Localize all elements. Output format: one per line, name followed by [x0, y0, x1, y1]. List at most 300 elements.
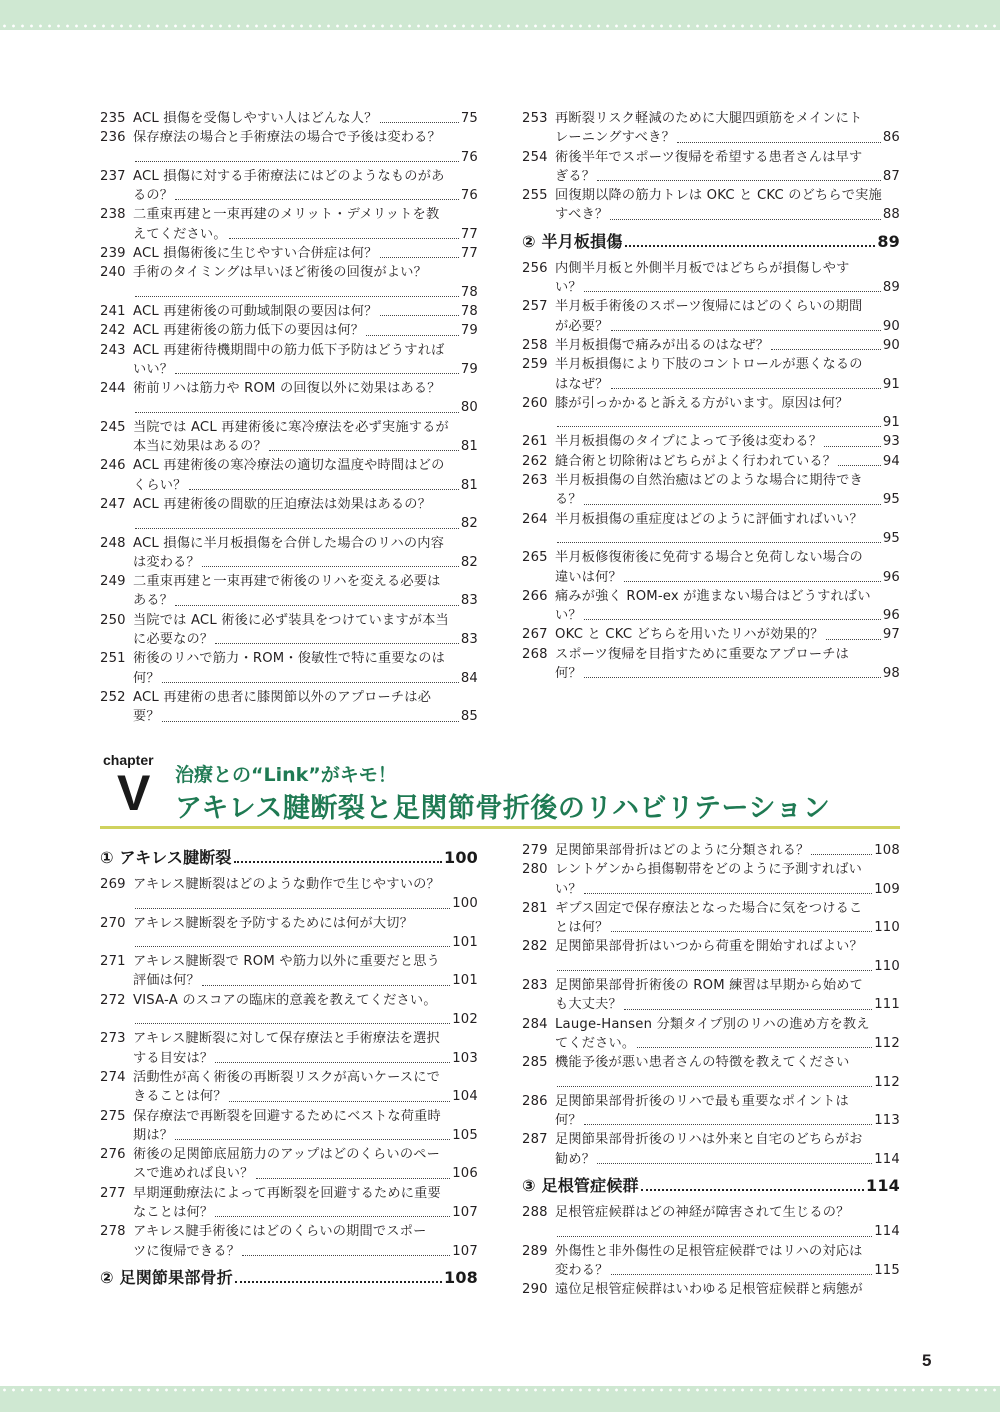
question-text: 術前リハは筋力や ROM の回復以外に効果はある？ — [133, 381, 441, 397]
toc-entry — [522, 937, 900, 976]
leader-dots — [135, 946, 450, 947]
toc-entry — [100, 572, 478, 611]
question-text: 半月板損傷の自然治癒はどのような場合に期待でき — [555, 473, 863, 489]
entry-last-line — [555, 432, 900, 451]
leader-dots — [584, 291, 881, 292]
page-ref: 78 — [460, 284, 478, 300]
page-ref: 94 — [882, 453, 900, 469]
leader-dots — [838, 465, 881, 466]
question-number: 290 — [522, 1282, 548, 1298]
toc-entry — [522, 297, 900, 336]
question-number: 240 — [100, 265, 126, 281]
toc-entry — [100, 244, 478, 263]
entry-last-line — [133, 1164, 478, 1183]
question-text: アキレス腱断裂で ROM や筋力以外に重要だと思う — [133, 954, 440, 970]
leader-dots — [229, 1101, 451, 1102]
section-heading — [522, 231, 900, 253]
toc-entry — [522, 860, 900, 899]
page-ref: 104 — [452, 1089, 478, 1105]
entry-last-line — [133, 360, 478, 379]
question-text: ACL 再建術後の可動域制限の要因は何？ — [133, 303, 378, 319]
page-ref: 93 — [882, 434, 900, 450]
question-number: 277 — [100, 1185, 126, 1201]
entry-last-line — [133, 514, 478, 533]
chapter-title: アキレス腱断裂と足関節骨折後のリハビリテーション — [175, 793, 831, 824]
question-text: 当院では ACL 術後に必ず装具をつけていますが本当 — [133, 612, 449, 628]
leader-dots — [610, 219, 881, 220]
question-text: 期は？ — [133, 1127, 174, 1143]
question-text: ある？ — [133, 593, 174, 609]
entry-last-line — [555, 995, 900, 1014]
question-text: 半月板損傷の重症度はどのように評価すればいい？ — [555, 511, 863, 527]
page-ref: 84 — [460, 670, 478, 686]
entry-last-line — [133, 1010, 478, 1029]
toc-entry — [100, 495, 478, 534]
entry-last-line — [555, 490, 900, 509]
leader-dots — [135, 528, 459, 529]
toc-entry — [100, 418, 478, 457]
question-text: ACL 損傷を受傷しやすい人はどんな人？ — [133, 111, 378, 126]
question-text: 評価は何？ — [133, 973, 200, 989]
page-ref: 106 — [452, 1166, 478, 1182]
question-number: 262 — [522, 453, 548, 469]
question-text: VISA-A のスコアの臨床的意義を教えてください。 — [133, 992, 437, 1008]
entry-last-line — [133, 148, 478, 167]
toc-entry — [100, 952, 478, 991]
leader-dots — [611, 1274, 873, 1275]
toc-entry — [522, 432, 900, 451]
entry-last-line — [133, 437, 478, 456]
toc-entry — [522, 259, 900, 298]
question-number: 275 — [100, 1108, 126, 1124]
entry-last-line — [133, 894, 478, 913]
leader-dots — [256, 1178, 451, 1179]
question-text: 何？ — [555, 666, 582, 682]
leader-dots — [624, 1009, 872, 1010]
question-number: 243 — [100, 342, 126, 358]
entry-last-line — [133, 225, 478, 244]
page-ref: 98 — [882, 666, 900, 682]
entry-last-line — [555, 1261, 900, 1280]
toc-entry — [100, 302, 478, 321]
question-text: すべき？ — [555, 207, 609, 223]
question-text: 内側半月板と外側半月板ではどちらが損傷しやす — [555, 260, 850, 276]
page-ref: 90 — [882, 337, 900, 353]
page-ref: 79 — [460, 323, 478, 339]
question-text: ACL 損傷に対する手術療法にはどのようなものがあ — [133, 168, 445, 184]
page-ref: 83 — [460, 593, 478, 609]
page-ref: 89 — [882, 280, 900, 296]
leader-dots — [202, 566, 459, 567]
section-heading — [100, 1267, 478, 1289]
question-text: アキレス腱断裂に対して保存療法と手術療法を選択 — [133, 1031, 440, 1047]
page-ref: 112 — [874, 1035, 900, 1051]
question-text: ACL 再建術後の寒冷療法の適切な温度や時間はどの — [133, 458, 445, 474]
question-number: 273 — [100, 1031, 126, 1047]
page-ref: 108 — [874, 843, 900, 858]
page-ref: 107 — [452, 1243, 478, 1259]
leader-dots — [162, 682, 459, 683]
page-ref: 114 — [874, 1151, 900, 1167]
page-ref: 77 — [460, 226, 478, 242]
question-number: 247 — [100, 496, 126, 512]
leader-dots — [811, 854, 872, 855]
toc-entry — [100, 991, 478, 1030]
question-text: 外傷性と非外傷性の足根管症候群ではリハの対応は — [555, 1243, 863, 1259]
question-number: 280 — [522, 862, 548, 878]
question-text: 活動性が高く術後の再断裂リスクが高いケースにで — [133, 1069, 440, 1085]
page-ref: 105 — [452, 1127, 478, 1143]
entry-last-line — [555, 336, 900, 355]
entry-last-line — [555, 1222, 900, 1241]
toc-entry — [522, 1280, 900, 1299]
question-text: 遠位足根管症候群はいわゆる足根管症候群と病態が — [555, 1282, 863, 1298]
question-text: 縫合術と切除術はどちらがよく行われている？ — [555, 453, 837, 469]
question-number: 249 — [100, 574, 126, 590]
question-text: い？ — [555, 608, 582, 624]
question-number: 258 — [522, 337, 548, 353]
question-text: スで進めれば良い？ — [133, 1166, 254, 1182]
toc-entry — [522, 841, 900, 860]
question-number: 259 — [522, 357, 548, 373]
toc-entry — [100, 205, 478, 244]
entry-last-line — [555, 841, 900, 860]
leader-dots — [637, 1047, 872, 1048]
question-number: 272 — [100, 992, 126, 1008]
leader-dots — [557, 1236, 872, 1237]
leader-dots — [269, 450, 459, 451]
toc-entry — [522, 394, 900, 433]
page-ref: 77 — [460, 246, 478, 262]
page-ref: 80 — [460, 400, 478, 416]
page-ref: 110 — [874, 958, 900, 974]
question-text: 二重束再建と一束再建で術後のリハを変える必要は — [133, 574, 441, 590]
question-number: 265 — [522, 550, 548, 566]
page-ref: 102 — [452, 1012, 478, 1028]
question-text: 何？ — [133, 670, 160, 686]
leader-dots — [135, 412, 459, 413]
question-number: 261 — [522, 434, 548, 450]
entry-last-line — [133, 109, 478, 128]
question-text: はなぜ？ — [555, 376, 609, 392]
toc-entry — [100, 263, 478, 302]
toc-column-4 — [522, 841, 900, 1300]
question-text: る？ — [555, 492, 582, 508]
question-number: 283 — [522, 978, 548, 994]
toc-entry — [100, 611, 478, 650]
page-ref: 109 — [874, 881, 900, 897]
toc-entry — [100, 1107, 478, 1146]
toc-entry — [522, 645, 900, 684]
leader-dots — [229, 238, 459, 239]
section-title: ③ 足根管症候群 — [522, 1176, 639, 1196]
question-number: 267 — [522, 627, 548, 643]
entry-last-line — [555, 1073, 900, 1092]
leader-dots — [624, 581, 881, 582]
toc-entry — [522, 336, 900, 355]
question-text: は変わる？ — [133, 554, 200, 570]
question-text: 違いは何？ — [555, 569, 622, 585]
page-ref: 88 — [882, 207, 900, 223]
entry-last-line — [133, 1203, 478, 1222]
leader-dots — [380, 315, 459, 316]
leader-dots — [641, 1189, 864, 1191]
page-ref: 91 — [882, 376, 900, 392]
page-ref: 91 — [882, 415, 900, 431]
toc-entry — [522, 976, 900, 1015]
page-ref: 75 — [460, 111, 478, 126]
entry-last-line — [133, 302, 478, 321]
toc-column-1 — [100, 109, 478, 727]
page-ref: 96 — [882, 569, 900, 585]
leader-dots — [584, 1124, 872, 1125]
page-ref: 87 — [882, 168, 900, 184]
question-text: なことは何？ — [133, 1205, 214, 1221]
section-page-number: 100 — [444, 848, 478, 867]
section-page-number: 89 — [877, 231, 900, 251]
question-number: 242 — [100, 323, 126, 339]
question-text: ACL 再建術後の間歇的圧迫療法は効果はあるの？ — [133, 496, 432, 512]
entry-last-line — [133, 553, 478, 572]
question-text: てください。 — [555, 1035, 636, 1051]
entry-last-line — [133, 186, 478, 205]
page-ref: 76 — [460, 149, 478, 165]
leader-dots — [215, 1062, 450, 1063]
question-number: 274 — [100, 1069, 126, 1085]
page-ref: 81 — [460, 477, 478, 493]
question-number: 236 — [100, 130, 126, 146]
leader-dots — [677, 142, 881, 143]
entry-last-line — [555, 375, 900, 394]
entry-last-line — [555, 128, 900, 147]
question-number: 252 — [100, 689, 126, 705]
question-number: 278 — [100, 1224, 126, 1240]
section-title: ② 半月板損傷 — [522, 231, 623, 251]
question-number: 287 — [522, 1132, 548, 1148]
leader-dots — [135, 161, 459, 162]
question-text: 足関節果部骨折後のリハで最も重要なポイントは — [555, 1093, 849, 1109]
question-text: する目安は？ — [133, 1050, 214, 1066]
page-ref: 103 — [452, 1050, 478, 1066]
entry-last-line — [555, 278, 900, 297]
entry-last-line — [555, 1150, 900, 1169]
toc-entry — [100, 379, 478, 418]
page-ref: 114 — [874, 1224, 900, 1240]
section-heading — [522, 1175, 900, 1197]
entry-last-line — [555, 918, 900, 937]
question-text: ACL 損傷術後に生じやすい合併症は何？ — [133, 246, 378, 262]
page-ref: 97 — [882, 627, 900, 643]
question-number: 257 — [522, 299, 548, 315]
leader-dots — [135, 296, 459, 297]
question-number: 248 — [100, 535, 126, 551]
question-text: 二重束再建と一束再建のメリット・デメリットを教 — [133, 207, 440, 223]
chapter-subtitle: 治療との“Link”がキモ！ — [175, 764, 397, 786]
entry-last-line — [555, 568, 900, 587]
question-number: 256 — [522, 260, 548, 276]
question-text: とは何？ — [555, 920, 609, 936]
question-text: 足関節果部骨折術後の ROM 練習は早期から始めて — [555, 978, 864, 994]
question-number: 241 — [100, 303, 126, 319]
question-text: 半月板損傷で痛みが出るのはなぜ？ — [555, 337, 770, 353]
entry-last-line — [555, 957, 900, 976]
page-ref: 112 — [874, 1074, 900, 1090]
question-number: 263 — [522, 473, 548, 489]
page-ref: 113 — [874, 1113, 900, 1129]
chapter-word: chapter — [103, 752, 154, 768]
leader-dots — [189, 489, 459, 490]
page-ref: 100 — [452, 896, 478, 912]
entry-last-line — [555, 664, 900, 683]
entry-last-line — [133, 476, 478, 495]
entry-last-line — [133, 591, 478, 610]
entry-last-line — [133, 933, 478, 952]
question-text: きることは何？ — [133, 1089, 227, 1105]
entry-last-line — [555, 625, 900, 644]
page-ref: 110 — [874, 920, 900, 936]
leader-dots — [235, 1281, 442, 1283]
question-text: ぎる？ — [555, 168, 596, 184]
question-number: 253 — [522, 111, 548, 126]
question-text: に必要なの？ — [133, 632, 214, 648]
question-text: ギプス固定で保存療法となった場合に気をつけるこ — [555, 900, 863, 916]
leader-dots — [597, 1163, 872, 1164]
question-number: 268 — [522, 646, 548, 662]
page-ref: 101 — [452, 934, 478, 950]
toc-entry — [100, 1145, 478, 1184]
question-text: アキレス腱断裂はどのような動作で生じやすいの？ — [133, 877, 440, 892]
section-title: ② 足関節果部骨折 — [100, 1267, 233, 1287]
entry-last-line — [555, 880, 900, 899]
question-number: 254 — [522, 149, 548, 165]
toc-entry — [522, 1053, 900, 1092]
toc-entry — [100, 109, 478, 128]
question-number: 288 — [522, 1205, 548, 1221]
question-text: いい？ — [133, 361, 174, 377]
entry-last-line — [555, 317, 900, 336]
leader-dots — [175, 605, 459, 606]
leader-dots — [135, 1023, 450, 1024]
question-text: も大丈夫？ — [555, 997, 622, 1013]
toc-entry — [100, 321, 478, 340]
question-number: 244 — [100, 381, 126, 397]
toc-entry — [522, 452, 900, 471]
page-ref: 107 — [452, 1205, 478, 1221]
question-number: 264 — [522, 511, 548, 527]
chapter-divider — [100, 826, 900, 829]
toc-entry — [100, 534, 478, 573]
section-title: ① アキレス腱断裂 — [100, 848, 232, 867]
question-text: 勧め？ — [555, 1151, 596, 1167]
section-heading — [100, 847, 478, 869]
page-ref: 83 — [460, 632, 478, 648]
question-number: 284 — [522, 1016, 548, 1032]
leader-dots — [557, 426, 881, 427]
page-ref: 79 — [460, 361, 478, 377]
entry-last-line — [555, 529, 900, 548]
question-number: 266 — [522, 588, 548, 604]
entry-last-line — [555, 413, 900, 432]
leader-dots — [584, 619, 881, 620]
question-text: ACL 再建術待機期間中の筋力低下予防はどうすれば — [133, 342, 445, 358]
toc-entry — [522, 548, 900, 587]
question-text: が必要？ — [555, 318, 609, 334]
page-ref: 76 — [460, 188, 478, 204]
question-number: 260 — [522, 395, 548, 411]
leader-dots — [584, 504, 881, 505]
question-text: 半月板損傷のタイプによって予後は変わる？ — [555, 434, 823, 450]
toc-entry — [100, 875, 478, 914]
question-text: 足関節果部骨折はどのように分類される？ — [555, 843, 810, 858]
question-text: 半月板手術後のスポーツ復帰にはどのくらいの期間 — [555, 299, 863, 315]
toc-entry — [522, 1092, 900, 1131]
leader-dots — [215, 643, 458, 644]
question-text: えてください。 — [133, 226, 227, 242]
leader-dots — [824, 446, 881, 447]
toc-entry — [100, 688, 478, 727]
bottom-decorative-band — [0, 1386, 1000, 1412]
question-text: レントゲンから損傷靭帯をどのように予測すればい — [555, 862, 863, 878]
entry-last-line — [133, 244, 478, 263]
question-text: くらい？ — [133, 477, 187, 493]
toc-entry — [522, 471, 900, 510]
question-number: 286 — [522, 1093, 548, 1109]
page-ref: 95 — [882, 530, 900, 546]
leader-dots — [162, 721, 459, 722]
page-ref: 101 — [452, 973, 478, 989]
toc-entry — [522, 899, 900, 938]
toc-entry — [522, 148, 900, 187]
question-text: 回復期以降の筋力トレは OKC と CKC のどちらで実施 — [555, 188, 882, 204]
toc-entry — [100, 649, 478, 688]
entry-last-line — [133, 398, 478, 417]
leader-dots — [366, 335, 459, 336]
question-text: アキレス腱断裂を予防するためには何が大切？ — [133, 915, 414, 931]
entry-last-line — [555, 1111, 900, 1130]
question-number: 245 — [100, 419, 126, 435]
entry-last-line — [555, 205, 900, 224]
question-text: 術後のリハで筋力・ROM・俊敏性で特に重要なのは — [133, 651, 445, 667]
toc-column-2 — [522, 109, 900, 683]
question-text: 本当に効果はあるの？ — [133, 439, 267, 455]
leader-dots — [215, 1216, 450, 1217]
leader-dots — [135, 908, 450, 909]
entry-last-line — [133, 971, 478, 990]
question-text: Lauge-Hansen 分類タイプ別のリハの進め方を教え — [555, 1016, 870, 1032]
chapter-numeral: V — [117, 765, 151, 821]
question-text: 何？ — [555, 1113, 582, 1129]
toc-column-3 — [100, 841, 478, 1295]
page-ref: 82 — [460, 516, 478, 532]
question-text: 保存療法の場合と手術療法の場合で予後は変わる？ — [133, 130, 441, 146]
toc-entry — [100, 128, 478, 167]
question-text: 半月板修復術後に免荷する場合と免荷しない場合の — [555, 550, 863, 566]
question-text: スポーツ復帰を目指すために重要なアプローチは — [555, 646, 849, 662]
leader-dots — [557, 542, 881, 543]
question-number: 250 — [100, 612, 126, 628]
question-text: ACL 再建術の患者に膝関節以外のアプローチは必 — [133, 689, 432, 705]
toc-entry — [100, 167, 478, 206]
question-number: 269 — [100, 877, 126, 892]
entry-last-line — [133, 707, 478, 726]
section-page-number: 114 — [866, 1176, 900, 1196]
question-text: 要？ — [133, 709, 160, 725]
entry-last-line — [555, 606, 900, 625]
question-number: 239 — [100, 246, 126, 262]
question-number: 246 — [100, 458, 126, 474]
question-number: 235 — [100, 111, 126, 126]
toc-entry — [522, 587, 900, 626]
